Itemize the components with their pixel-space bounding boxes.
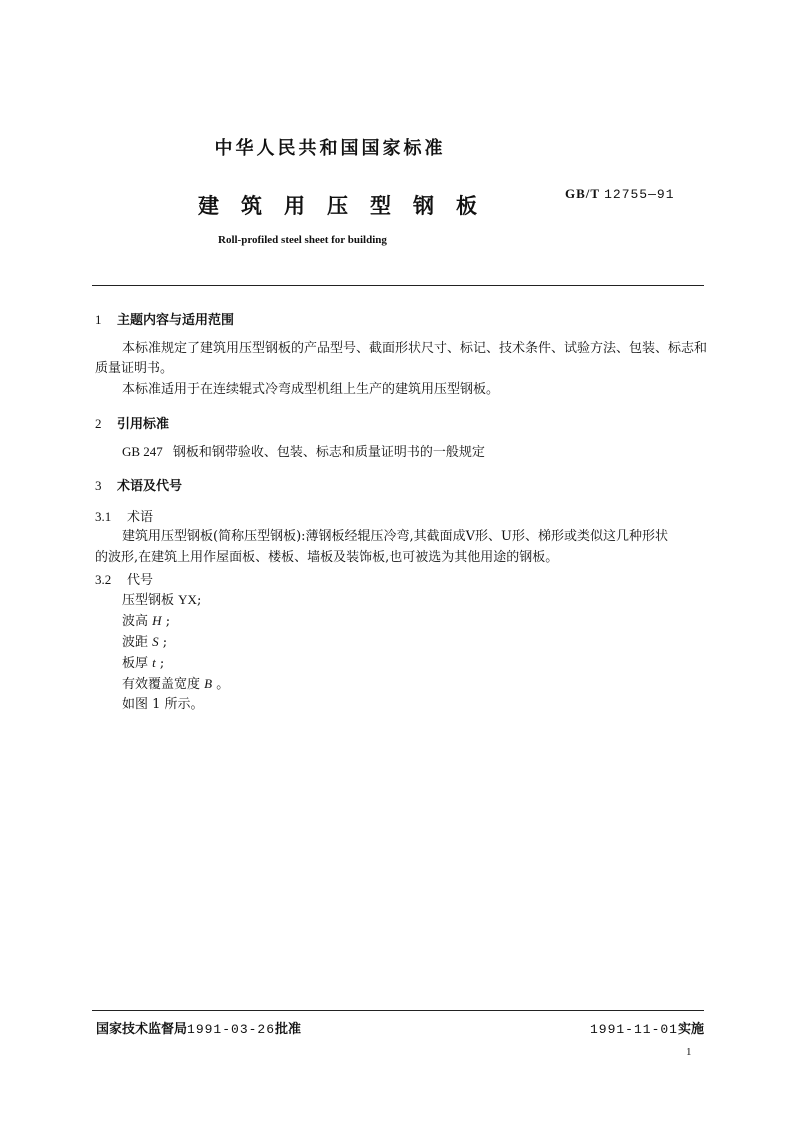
section-1-paragraph-1-line-2: 质量证明书。 (95, 361, 174, 376)
subsection-3-2-heading (95, 569, 153, 588)
code-end: ; (165, 614, 171, 629)
code-symbol: S (152, 634, 159, 649)
section-number: 1 (95, 312, 102, 327)
page-number: 1 (686, 1046, 692, 1058)
section-title: 主题内容与适用范围 (117, 313, 235, 328)
subsection-3-1-heading (95, 506, 153, 525)
code-symbol: H (152, 613, 162, 628)
term-definition-line-1: 建筑用压型钢板(简称压型钢板):薄钢板经辊压冷弯,其截面成V形、U形、梯形或类似这几种形状 (122, 529, 669, 544)
implementation-date: 1991-11-01 (589, 1022, 678, 1037)
standard-prefix: GB/T (565, 186, 600, 201)
section-number: 2 (95, 416, 102, 431)
section-number: 3 (95, 478, 102, 493)
section-2-heading (95, 413, 169, 432)
section-1-heading (95, 309, 234, 328)
code-item (122, 611, 170, 632)
code-end: ; (159, 656, 165, 671)
figure-reference: 如图 1 所示。 (122, 697, 204, 712)
reference-standard-entry (122, 442, 485, 463)
code-name: 有效覆盖宽度 (122, 677, 201, 692)
section-title: 术语及代号 (117, 479, 183, 494)
header-divider (92, 285, 704, 286)
code-end: ; (162, 635, 168, 650)
code-item (122, 632, 167, 653)
subsection-title: 术语 (127, 510, 154, 525)
section-1-paragraph-2: 本标准适用于在连续辊式冷弯成型机组上生产的建筑用压型钢板。 (122, 382, 500, 397)
code-symbol: B (204, 676, 213, 691)
code-item (122, 653, 164, 674)
approval-line (96, 1018, 301, 1037)
subsection-number: 3.2 (95, 572, 112, 587)
document-title: 建筑用压型钢板 (198, 194, 499, 218)
english-title: Roll-profiled steel sheet for building (218, 234, 387, 246)
term-definition-line-2: 的波形,在建筑上用作屋面板、楼板、墙板及装饰板,也可被选为其他用途的钢板。 (95, 550, 559, 565)
reference-code: GB 247 (122, 444, 163, 459)
approval-date: 1991-03-26 (187, 1022, 276, 1037)
code-name: 板厚 (122, 656, 149, 671)
standard-code: 12755—91 (604, 187, 675, 202)
section-title: 引用标准 (117, 417, 170, 432)
code-name: 波距 (122, 635, 149, 650)
code-item (122, 590, 201, 611)
code-symbol: t (152, 655, 156, 670)
code-end: ; (196, 593, 202, 608)
implementation-line (590, 1018, 704, 1037)
reference-title: 钢板和钢带验收、包装、标志和质量证明书的一般规定 (172, 445, 485, 460)
section-1-paragraph-1-line-1: 本标准规定了建筑用压型钢板的产品型号、截面形状尺寸、标记、技术条件、试验方法、包装、标志和 (122, 341, 708, 356)
section-3-heading (95, 475, 182, 494)
code-name: 压型钢板 (122, 593, 175, 608)
footer-divider (92, 1010, 704, 1011)
subsection-title: 代号 (127, 573, 154, 588)
approval-word: 批准 (275, 1022, 302, 1037)
standard-org-title: 中华人民共和国国家标准 (214, 138, 446, 159)
code-symbol: YX (178, 592, 197, 607)
code-item (122, 674, 229, 695)
approval-org: 国家技术监督局 (96, 1022, 188, 1037)
standard-number (565, 186, 675, 202)
implementation-word: 实施 (677, 1022, 704, 1037)
code-name: 波高 (122, 614, 149, 629)
code-end: 。 (216, 677, 230, 692)
subsection-number: 3.1 (95, 509, 112, 524)
